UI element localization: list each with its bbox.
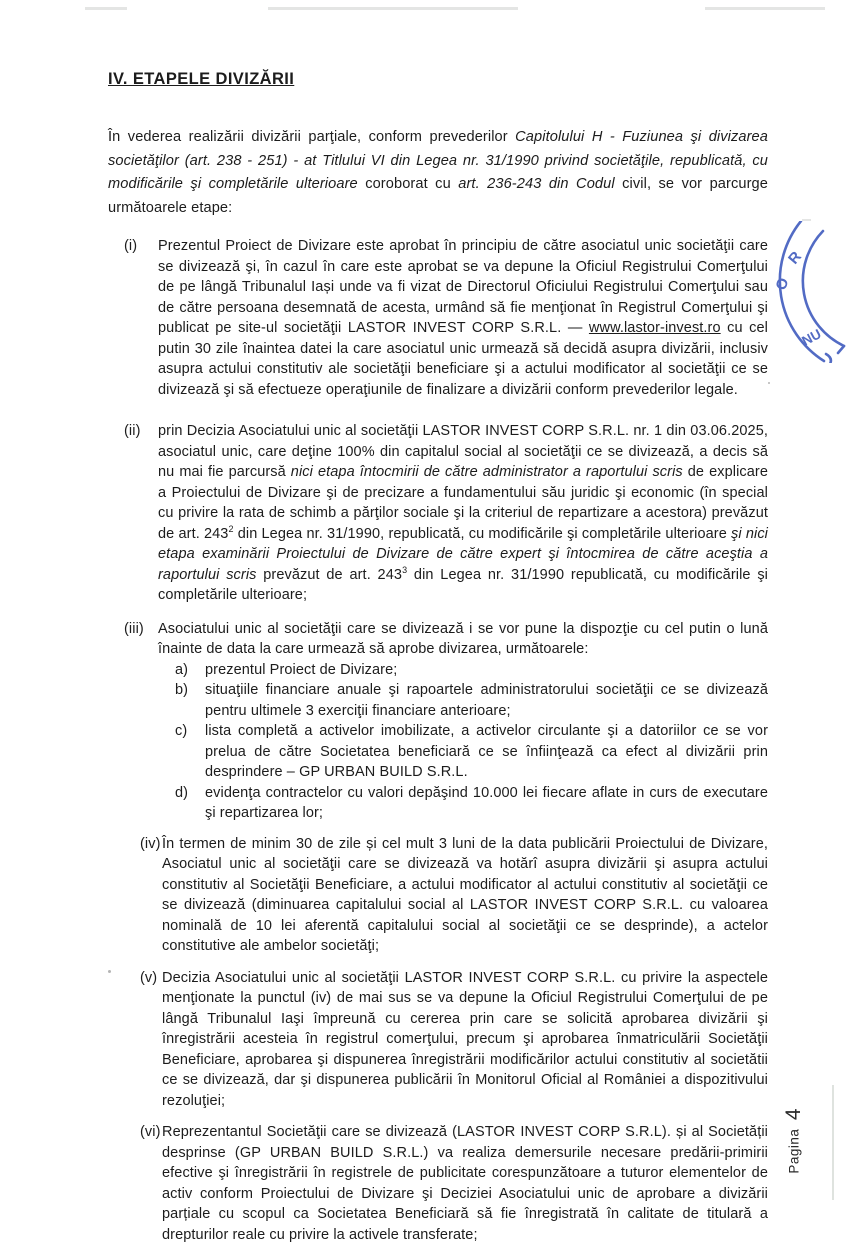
section-heading: IV. ETAPELE DIVIZĂRII — [108, 70, 295, 88]
sub-item-c — [158, 721, 768, 783]
step-item-iii — [108, 619, 768, 824]
sub-item-d — [158, 783, 768, 824]
step-text-iv: În termen de minim 30 de zile și cel mult 3 luni de la data publicării Proiectului de Divizare, Asociatul unic al societăţii care se divizează va hotărî asupra divizării şi asupra actului constitutiv al Societăţii Beneficiare, a actului modificator al actului constitutiv al societăţii ce se divizează (diminuarea capitalului social al LASTOR INVEST CORP S.R.L. cu valoarea nominală de 10 lei aferentă capitalului social al societăţii ce se desprinde), a actelor constitutive ale ambelor societăţi; — [162, 835, 768, 954]
stamp-letter-r: R — [785, 248, 806, 268]
scan-smudge — [268, 7, 518, 10]
scan-smudge — [705, 7, 825, 10]
round-stamp-icon — [735, 221, 848, 363]
sub-marker-b: b) — [175, 682, 189, 698]
sub-text-d: evidenţa contractelor cu valori depăşind 10.000 lei fiecare aflate in curs de executare şi repartizarea lor; — [205, 784, 768, 821]
step-item-vi — [108, 1122, 768, 1245]
stamp-letter-o: O — [772, 275, 793, 293]
page-number-label: Pagina — [786, 1128, 802, 1174]
step-marker-ii: (ii) — [124, 423, 141, 439]
step-marker-i: (i) — [124, 238, 138, 254]
sub-text-c: lista completă a activelor imobilizate, a activelor circulante şi a datoriilor ce se vor prelua de către Societatea beneficiară ce se înfiinţează ca efect al divizării prin desprindere – GP URBAN BUILD S.R.L. — [205, 723, 768, 780]
step-text-v: Decizia Asociatului unic al societăţii LASTOR INVEST CORP S.R.L. cu privire la aspectele menţionate la punctul (iv) de mai sus se va depune la Oficiul Registrului Comerţului de pe lângă Tribunalul Iaşi împreună cu cererea prin care se solicită aprobarea divizării şi înregistrării acesteia în registrul comerţului, precum şi aprobarea înmatriculării Societăţii Beneficiare, aprobarea şi dispunerea înregistrării modificărilor actului constitutiv al societătii ce se divizează, dar şi dispunerea publicării în Monitorul Oficial al României a dispozitivului rezoluţiei; — [162, 969, 768, 1109]
step-item-iv — [108, 834, 768, 957]
scan-speck — [768, 382, 770, 384]
stamp-name-fragment: NU — [799, 326, 824, 349]
scan-streak — [832, 1085, 834, 1200]
sub-marker-d: d) — [175, 784, 189, 801]
step-marker-v: (v) — [140, 969, 158, 986]
sub-marker-a: a) — [175, 661, 189, 678]
sub-item-b — [158, 680, 768, 721]
step-text-i: Prezentul Proiect de Divizare este aprobat în principiu de către asociatul unic societăţii care se divizează şi, în cazul în care este aprobat se va depune la Oficiul Registrului Comerţului de pe lângă Tribunalul Iași unde va fi vizat de Directorul Oficiului Registrului Comerţului sau de către persoana desemnată de acesta, urmând să fie menţionat în Registrul Comerţului şi publicat pe site-ul societăţii LASTOR INVEST CORP S.R.L. — www.lastor-invest.ro cu cel putin 30 zile înaintea datei la care asociatul unic urmează să decidă asupra divizării, inclusiv asupra actului constitutiv ale societăţii beneficiare şi a actului modificator al societăţii ce se divizează şi să efectueze operaţiunile de finalizare a divizării conform prevederilor legale. — [158, 238, 768, 398]
scan-smudge — [85, 7, 127, 10]
page-number-value: 4 — [782, 1108, 805, 1121]
step-item-ii — [108, 421, 768, 606]
page-number — [782, 1091, 808, 1191]
sub-marker-c: c) — [175, 723, 188, 739]
step-marker-iv: (iv) — [140, 835, 161, 852]
step-marker-vi: (vi) — [140, 1124, 161, 1140]
sub-item-a — [158, 660, 768, 681]
sub-text-b: situaţiile financiare anuale şi rapoartele administratorului societăţii ce se divizează pentru ultimele 3 exerciţii financiare anterioare; — [205, 682, 768, 719]
step-text-vi: Reprezentantul Societăţii care se divizează (LASTOR INVEST CORP S.R.L). și al Societății desprinse (GP URBAN BUILD S.R.L.) va realiza demersurile necesare predării-primirii efective şi înregistrării în registrele de publicitate corespunzătoare a tuturor elementelor de activ conform Proiectului de Divizare şi Deciziei Asociatului unic de aprobare a divizării parțiale cu scopul ca Societatea Beneficiară să fie înregistrată în calitate de titulară a drepturilor reale cu privire la activele transferate; — [162, 1124, 768, 1243]
step-text-iii: Asociatului unic al societăţii care se divizează i se vor pune la dispozţie cu cel putin o lună înainte de data la care urmează să aprobe divizarea, următoarele: — [158, 620, 768, 657]
step-item-i — [108, 236, 768, 400]
intro-paragraph: În vederea realizării divizării parţiale, conform prevederilor Capitolului H - Fuziunea şi divizarea societăţilor (art. 238 - 251) - at Titlului VI din Legea nr. 31/1990 privind societăţile, republicată, cu modificările şi completările ulterioare coroborat cu art. 236-243 din Codul civil, se vor parcurge următoarele etape: — [108, 129, 768, 216]
step-text-ii: prin Decizia Asociatului unic al societăţii LASTOR INVEST CORP S.R.L. nr. 1 din 03.06.2025, asociatul unic, care deţine 100% din capitalul social al societăţii ce se divizează, a decis să nu mai fie parcursă nici etapa întocmirii de către administrator a raportului scris de explicare a Proiectului de Divizare şi de precizare a fundamentului său juridic şi economic (în special cu privire la rata de schimb a părţilor sociale şi la criteriul de repartizare a acestora) prevăzut de art. $243^2$ din Legea nr. 31/1990, republicată, cu modificările şi completările ulterioare şi nici etapa examinării Proiectului de Divizare de către expert şi întocmirea de către aceştia a raportului scris prevăzut de art. $243^3$ din Legea nr. 31/1990 republicată, cu modificările şi completările ulterioare; — [158, 423, 769, 603]
step-marker-iii: (iii) — [124, 620, 144, 637]
sub-text-a: prezentul Proiect de Divizare; — [205, 661, 398, 678]
step-item-v — [108, 968, 768, 1112]
